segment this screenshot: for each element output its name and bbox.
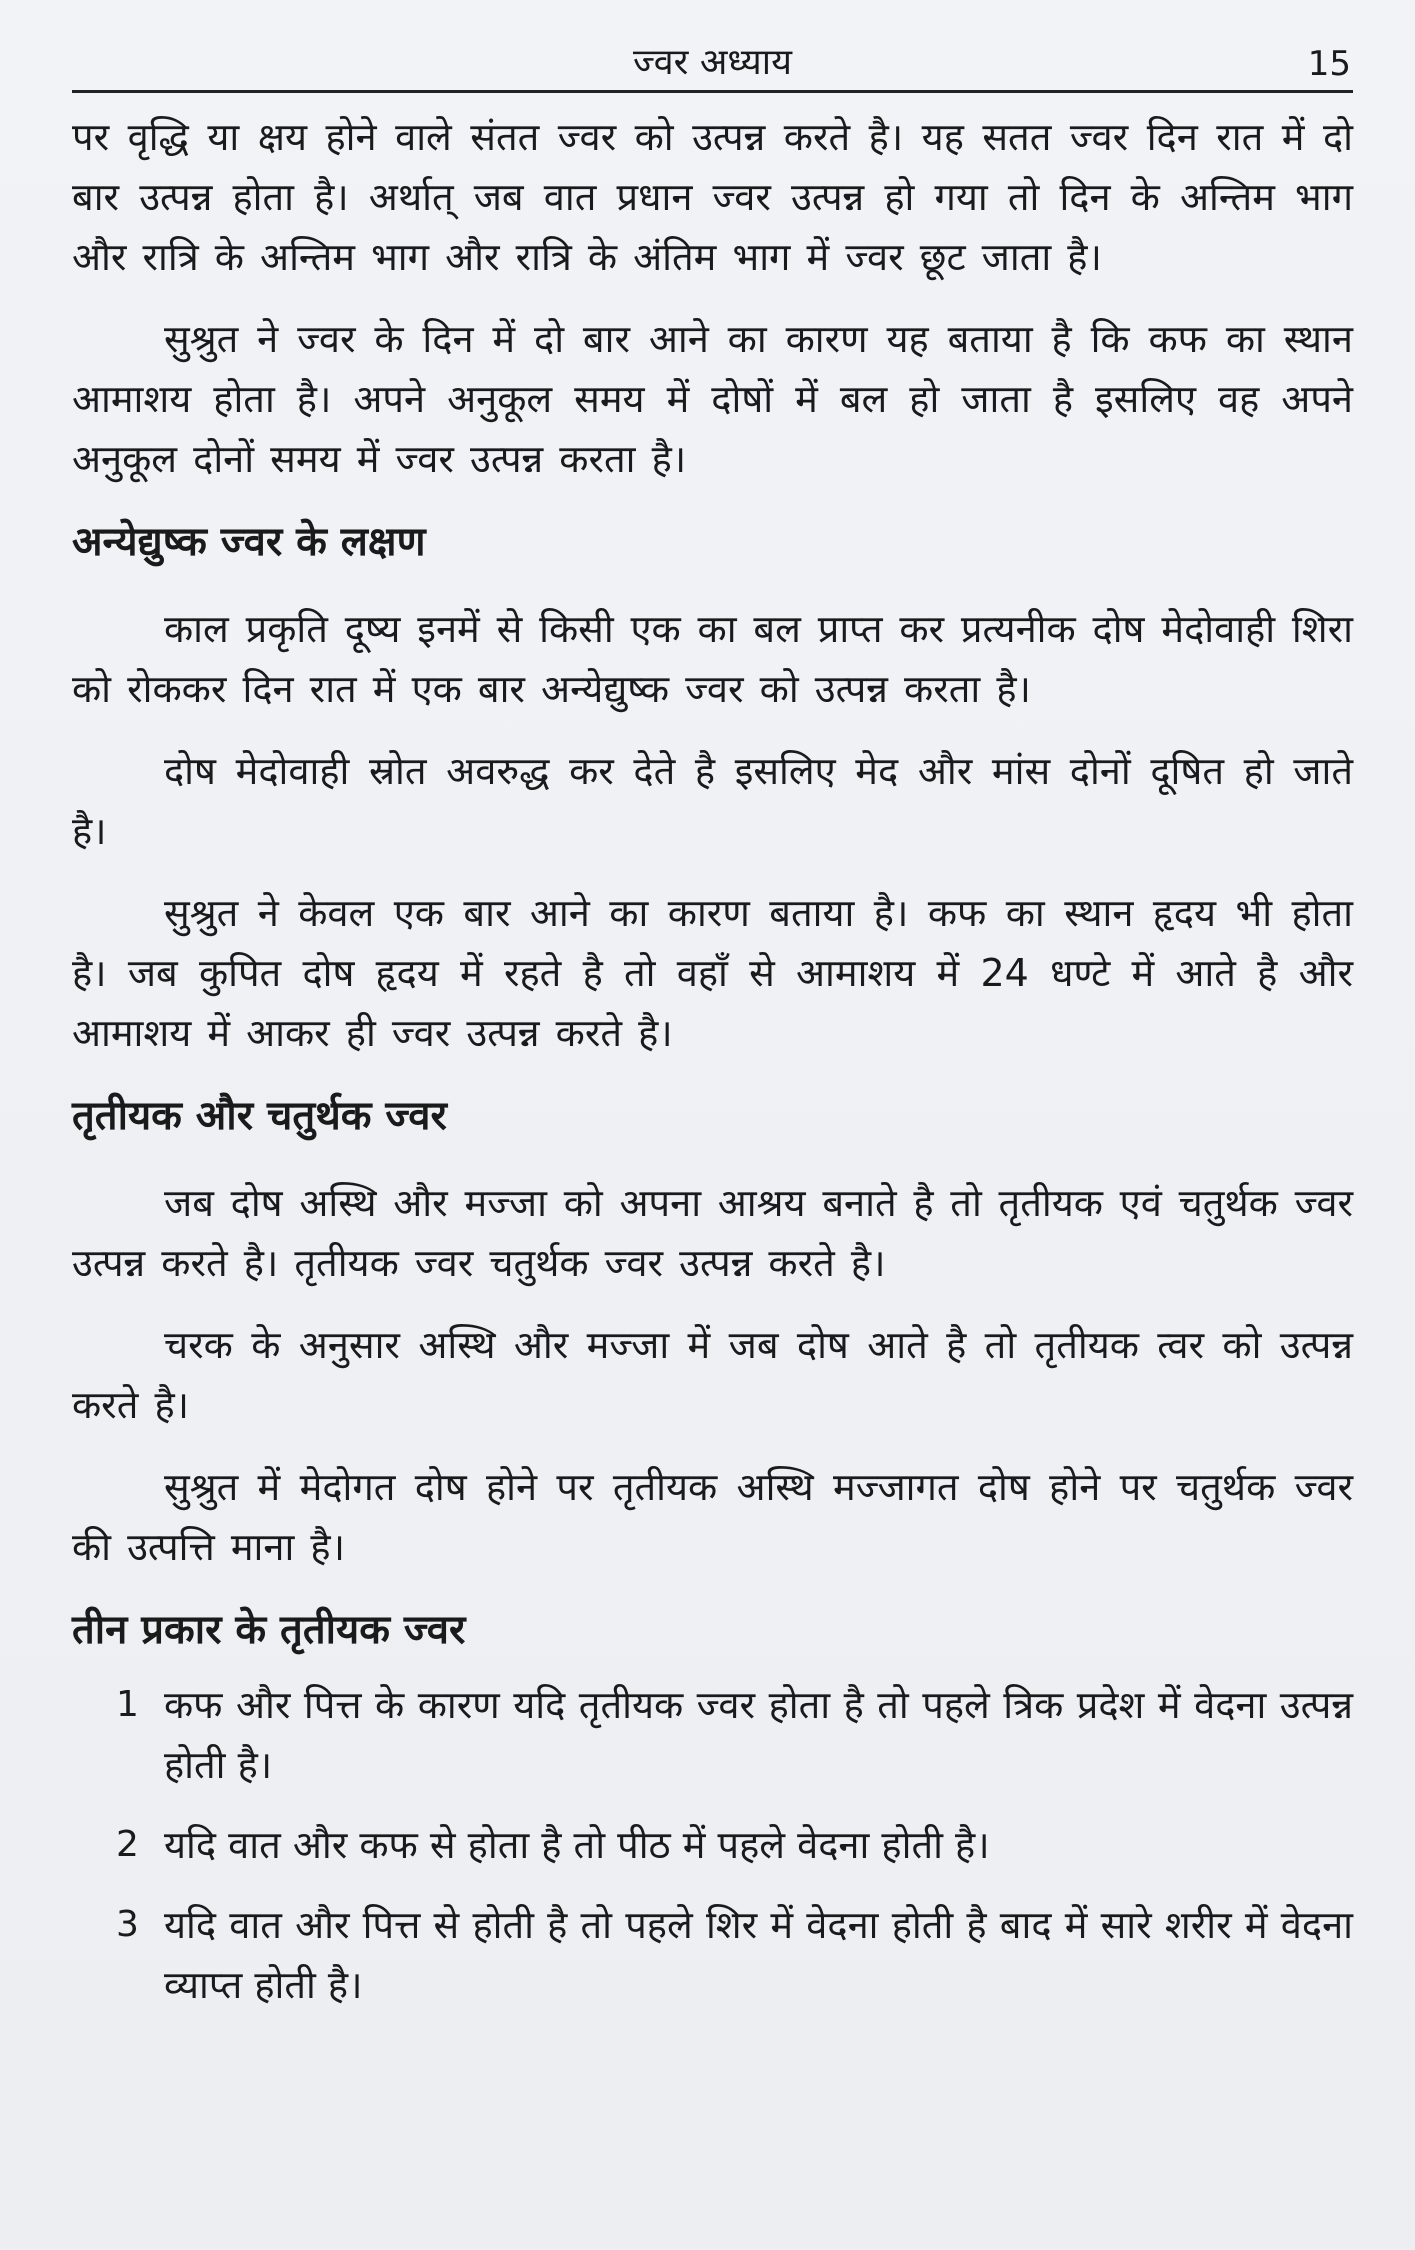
list-item-number: 1: [116, 1684, 139, 1725]
section-heading-anyedyushka: अन्येद्युष्क ज्वर के लक्षण: [72, 519, 426, 565]
paragraph-continuation: पर वृद्धि या क्षय होने वाले संतत ज्वर को उत्पन्न करते है। यह सतत ज्वर दिन रात में दो बार उत्पन्न होता है। अर्थात् जब वात प्रधान ज्वर उत्पन्न हो गया तो दिन के अन्तिम भाग और रात्रि के अन्तिम भाग और रात्रि के अंतिम भाग में ज्वर छूट जाता है।: [72, 115, 1353, 279]
running-header: [72, 30, 1353, 93]
paragraph-charaka-view: चरक के अनुसार अस्थि और मज्जा में जब दोष आते है तो तृतीयक त्वर को उत्पन्न करते है।: [72, 1323, 1353, 1427]
running-title: ज्वर अध्याय: [633, 42, 792, 83]
tritiyaka-types-list: [72, 1675, 1353, 2015]
paragraph-sushruta-twice-daily: सुश्रुत ने ज्वर के दिन में दो बार आने का कारण यह बताया है कि कफ का स्थान आमाशय होता है। अपने अनुकूल समय में दोषों में बल हो जाता है इसलिए वह अपने अनुकूल दोनों समय में ज्वर उत्पन्न करता है।: [72, 317, 1353, 481]
page-body: [72, 107, 1353, 2015]
paragraph-anyedyushka-cause: काल प्रकृति दूष्य इनमें से किसी एक का बल प्राप्त कर प्रत्यनीक दोष मेदोवाही शिरा को रोककर दिन रात में एक बार अन्येद्युष्क ज्वर को उत्पन्न करता है।: [72, 607, 1353, 711]
paragraph-sushruta-view: सुश्रुत में मेदोगत दोष होने पर तृतीयक अस्थि मज्जागत दोष होने पर चतुर्थक ज्वर की उत्पत्ति माना है।: [72, 1465, 1353, 1569]
paragraph-asthi-majja: जब दोष अस्थि और मज्जा को अपना आश्रय बनाते है तो तृतीयक एवं चतुर्थक ज्वर उत्पन्न करते है। तृतीयक ज्वर चतुर्थक ज्वर उत्पन्न करते है।: [72, 1181, 1353, 1285]
section-heading-three-types: तीन प्रकार के तृतीयक ज्वर: [72, 1607, 466, 1653]
list-item: [72, 1675, 1353, 1795]
section-heading-tritiyaka-chaturthaka: तृतीयक और चतुर्थक ज्वर: [72, 1093, 447, 1139]
list-item-text: यदि वात और कफ से होता है तो पीठ में पहले वेदना होती है।: [164, 1823, 990, 1867]
page-number: 15: [1307, 44, 1351, 84]
list-item-number: 2: [116, 1824, 139, 1865]
paragraph-sushruta-once-daily: सुश्रुत ने केवल एक बार आने का कारण बताया है। कफ का स्थान हृदय भी होता है। जब कुपित दोष हृदय में रहते है तो वहाँ से आमाशय में 24 धण्टे में आते है और आमाशय में आकर ही ज्वर उत्पन्न करते है।: [72, 891, 1353, 1055]
list-item: [72, 1815, 1353, 1875]
paragraph-medovahi-obstruction: दोष मेदोवाही स्रोत अवरुद्ध कर देते है इसलिए मेद और मांस दोनों दूषित हो जाते है।: [72, 749, 1353, 853]
list-item-text: यदि वात और पित्त से होती है तो पहले शिर में वेदना होती है बाद में सारे शरीर में वेदना व्याप्त होती है।: [164, 1903, 1353, 2007]
list-item-number: 3: [116, 1904, 139, 1945]
list-item: [72, 1895, 1353, 2015]
list-item-text: कफ और पित्त के कारण यदि तृतीयक ज्वर होता है तो पहले त्रिक प्रदेश में वेदना उत्पन्न होती है।: [164, 1683, 1353, 1787]
